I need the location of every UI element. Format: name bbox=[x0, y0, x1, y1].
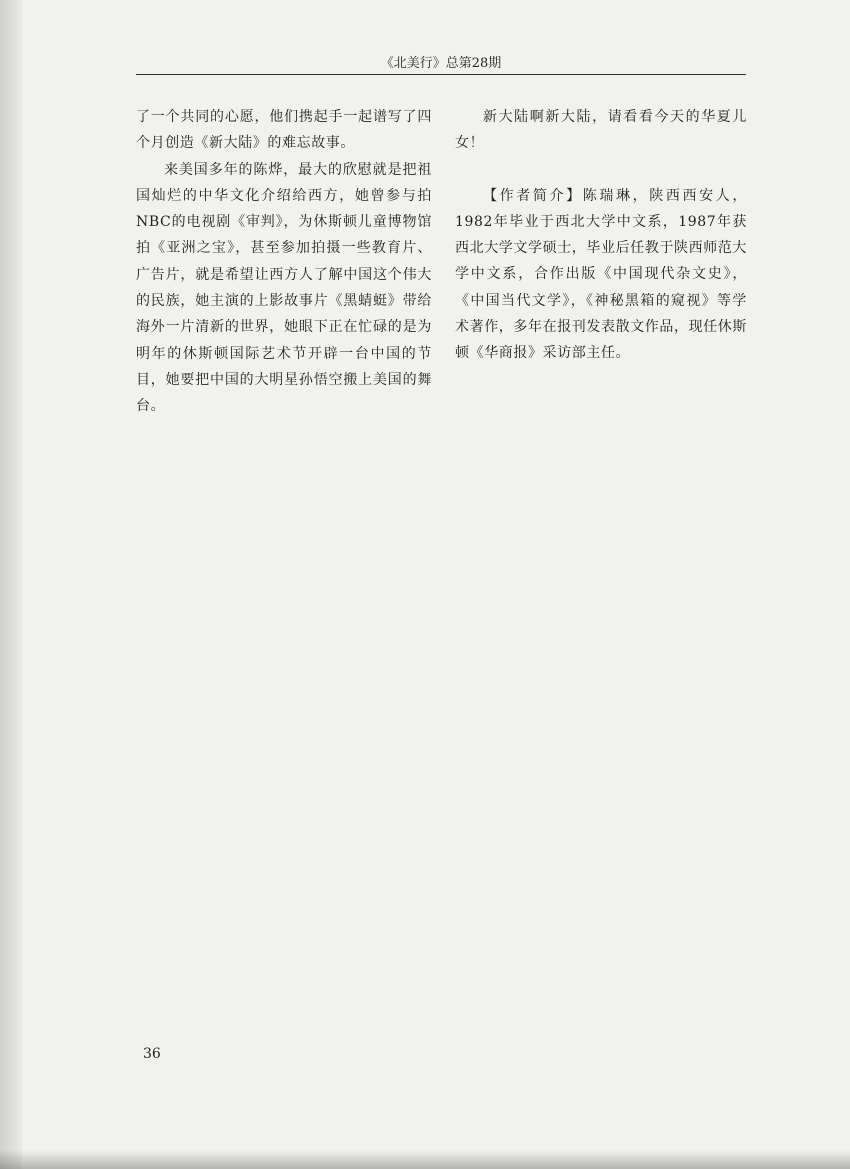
page-edge bbox=[0, 0, 22, 1169]
page-bottom-shadow bbox=[0, 1150, 850, 1169]
spacer bbox=[455, 157, 747, 183]
header-rule bbox=[136, 74, 746, 75]
author-bio: 【作者简介】陈瑞琳，陕西西安人，1982年毕业于西北大学中文系，1987年获西北大学文学硕士，毕业后任教于陕西师范大学中文系，合作出版《中国现代杂文史》，《中国当代文学》，《神秘黑箱的窥视》等学术著作，多年在报刊发表散文作品，现任休斯顿《华商报》采访部主任。 bbox=[455, 187, 747, 362]
right-column bbox=[455, 104, 747, 367]
paragraph-chen-ye: 来美国多年的陈烨，最大的欣慰就是把祖国灿烂的中华文化介绍给西方，她曾参与拍NBC的电视剧《审判》，为休斯顿儿童博物馆拍《亚洲之宝》，甚至参加拍摄一些教育片、广告片，就是希望让西方人了解中国这个伟大的民族，她主演的上影故事片《黑蜻蜓》带给海外一片清新的世界，她眼下正在忙碌的是为明年的休斯顿国际艺术节开辟一台中国的节目，她要把中国的大明星孙悟空搬上美国的舞台。 bbox=[136, 161, 432, 415]
running-header: 《北美行》总第28期 bbox=[380, 56, 502, 71]
page-number: 36 bbox=[143, 1046, 161, 1062]
paragraph-continued: 了一个共同的心愿，他们携起手一起谱写了四个月创造《新大陆》的难忘故事。 bbox=[136, 109, 432, 152]
closing-line: 新大陆啊新大陆，请看看今天的华夏儿女！ bbox=[455, 109, 747, 152]
left-column bbox=[136, 104, 432, 420]
